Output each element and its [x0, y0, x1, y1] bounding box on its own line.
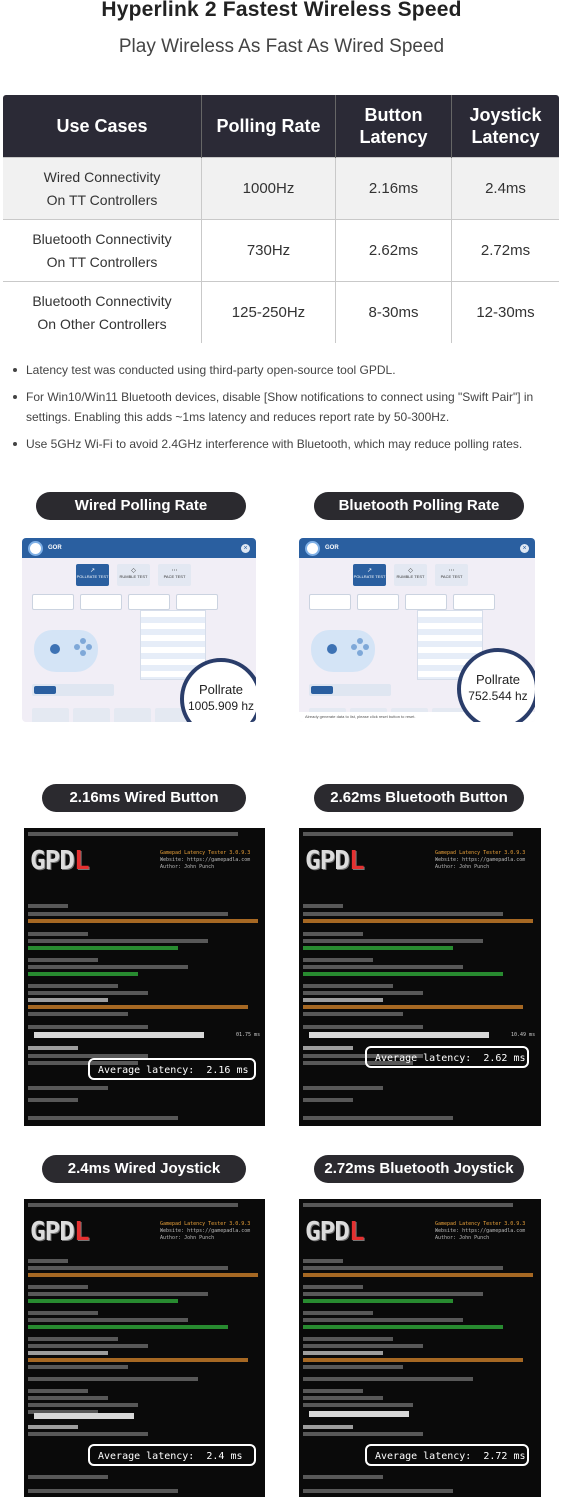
- gpdl-terminal-bt-button: [299, 828, 541, 1126]
- controller-slot[interactable]: [453, 594, 495, 610]
- pollrate-value: 752.544 hz: [468, 689, 528, 703]
- row-joystick: 12-30ms: [452, 282, 560, 344]
- chart-icon: ↗: [366, 568, 373, 574]
- average-latency-box: Average latency: 2.62 ms: [365, 1046, 529, 1068]
- row-polling: 1000Hz: [202, 158, 336, 220]
- tool-info: Gamepad Latency Tester 3.0.9.3 Website: https://gamepadla.com Author: John Punch: [435, 850, 526, 870]
- app-name: GOR: [325, 545, 339, 551]
- row-polling: 125-250Hz: [202, 282, 336, 344]
- section-label-bt-polling: Bluetooth Polling Rate: [314, 492, 524, 520]
- row-polling: 730Hz: [202, 220, 336, 282]
- rumble-icon: ◇: [408, 568, 413, 574]
- gpdl-logo: GPDL: [305, 1217, 364, 1247]
- gpdl-terminal-wired-button: [24, 828, 265, 1126]
- test-progress-bar: [34, 1413, 134, 1419]
- row-use-case: Wired Connectivity On TT Controllers: [3, 158, 202, 220]
- note-item: Latency test was conducted using third-party open-source tool GPDL.: [10, 360, 555, 380]
- tab-rumble-test[interactable]: ◇ RUMBLE TEST: [394, 564, 427, 586]
- close-icon[interactable]: ×: [241, 544, 250, 553]
- progress-value: 01.75 ms: [236, 1032, 261, 1038]
- chart-icon: ↗: [89, 568, 96, 574]
- pollrate-label: Pollrate: [475, 672, 521, 687]
- page-title: Hyperlink 2 Fastest Wireless Speed: [101, 0, 462, 21]
- controller-slots: [309, 594, 535, 610]
- app-titlebar: [22, 538, 256, 558]
- status-message: Already generate data to list, please click reset button to reset.: [299, 712, 535, 722]
- app-logo-icon: [305, 541, 320, 556]
- pace-icon: ⋯: [448, 568, 455, 574]
- gpdl-logo: GPDL: [305, 846, 364, 876]
- close-icon[interactable]: ×: [520, 544, 529, 553]
- tab-pace-test[interactable]: ⋯ PACE TEST: [158, 564, 191, 586]
- header-joystick-latency: Joystick Latency: [452, 95, 560, 158]
- row-button: 2.16ms: [336, 158, 452, 220]
- tool-info: Gamepad Latency Tester 3.0.9.3 Website: https://gamepadla.com Author: John Punch: [435, 1221, 526, 1241]
- tab-rumble-test[interactable]: ◇ RUMBLE TEST: [117, 564, 150, 586]
- header-use-cases: Use Cases: [3, 95, 202, 158]
- sample-selector[interactable]: [309, 684, 391, 696]
- note-item: For Win10/Win11 Bluetooth devices, disable [Show notifications to connect using "Swift Pair"] in settings. Enabling this adds ~1ms latency and reduces report rate by 50-300Hz.: [10, 387, 555, 427]
- row-joystick: 2.4ms: [452, 158, 560, 220]
- average-latency-box: Average latency: 2.4 ms: [88, 1444, 256, 1466]
- section-label-wired-button: 2.16ms Wired Button: [42, 784, 246, 812]
- row-button: 2.62ms: [336, 220, 452, 282]
- section-label-wired-polling: Wired Polling Rate: [36, 492, 246, 520]
- gpdl-terminal-wired-joystick: [24, 1199, 265, 1497]
- rumble-icon: ◇: [131, 568, 136, 574]
- gpdl-logo: GPDL: [30, 846, 89, 876]
- controller-slot[interactable]: [32, 594, 74, 610]
- latency-comparison-table: [2, 94, 560, 344]
- row-use-case: Bluetooth Connectivity On TT Controllers: [3, 220, 202, 282]
- pace-icon: ⋯: [171, 568, 178, 574]
- notes-list: [10, 360, 555, 461]
- gamepad-icon: [34, 630, 98, 672]
- pollrate-value: 1005.909 hz: [187, 699, 255, 713]
- tool-info: Gamepad Latency Tester 3.0.9.3 Website: https://gamepadla.com Author: John Punch: [160, 1221, 251, 1241]
- controller-slot[interactable]: [176, 594, 218, 610]
- app-logo-icon: [28, 541, 43, 556]
- note-item: Use 5GHz Wi-Fi to avoid 2.4GHz interference with Bluetooth, which may reduce polling rates.: [10, 434, 555, 454]
- controller-slot[interactable]: [80, 594, 122, 610]
- bt-pollrate-screenshot: [299, 538, 535, 722]
- row-button: 8-30ms: [336, 282, 452, 344]
- gpdl-logo: GPDL: [30, 1217, 89, 1247]
- wired-pollrate-screenshot: [22, 538, 256, 722]
- controller-slot[interactable]: [357, 594, 399, 610]
- table-row: [3, 282, 560, 344]
- average-latency-box: Average latency: 2.16 ms: [88, 1058, 256, 1080]
- row-joystick: 2.72ms: [452, 220, 560, 282]
- test-progress-bar: [309, 1411, 409, 1417]
- sample-selector[interactable]: [32, 684, 114, 696]
- app-titlebar: [299, 538, 535, 558]
- tab-pollrate-test[interactable]: ↗ POLLRATE TEST: [76, 564, 109, 586]
- controller-slot[interactable]: [309, 594, 351, 610]
- row-use-case: Bluetooth Connectivity On Other Controllers: [3, 282, 202, 344]
- pollrate-label: Pollrate: [198, 682, 244, 697]
- section-label-bt-button: 2.62ms Bluetooth Button: [314, 784, 524, 812]
- tab-pace-test[interactable]: ⋯ PACE TEST: [435, 564, 468, 586]
- progress-value: 10.49 ms: [511, 1032, 536, 1038]
- section-label-wired-joystick: 2.4ms Wired Joystick: [42, 1155, 246, 1183]
- tab-pollrate-test[interactable]: ↗ POLLRATE TEST: [353, 564, 386, 586]
- table-header-row: [3, 95, 560, 158]
- average-latency-box: Average latency: 2.72 ms: [365, 1444, 529, 1466]
- test-progress-bar: [34, 1032, 204, 1038]
- test-progress-bar: [309, 1032, 489, 1038]
- gpdl-terminal-bt-joystick: [299, 1199, 541, 1497]
- tool-info: Gamepad Latency Tester 3.0.9.3 Website: https://gamepadla.com Author: John Punch: [160, 850, 251, 870]
- section-label-bt-joystick: 2.72ms Bluetooth Joystick: [314, 1155, 524, 1183]
- table-row: [3, 158, 560, 220]
- controller-slot[interactable]: [128, 594, 170, 610]
- pollrate-callout: [457, 648, 535, 722]
- app-name: GOR: [48, 545, 62, 551]
- table-row: [3, 220, 560, 282]
- header-polling-rate: Polling Rate: [202, 95, 336, 158]
- header-button-latency: Button Latency: [336, 95, 452, 158]
- stats-row: [32, 708, 192, 722]
- page-subtitle: Play Wireless As Fast As Wired Speed: [118, 36, 445, 57]
- gamepad-icon: [311, 630, 375, 672]
- controller-slots: [32, 594, 256, 610]
- controller-slot[interactable]: [405, 594, 447, 610]
